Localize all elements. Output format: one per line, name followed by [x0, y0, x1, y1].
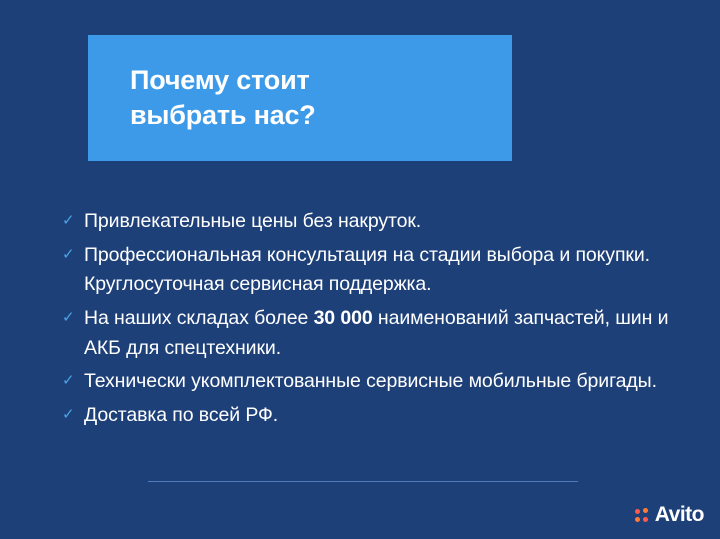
check-icon: ✓ [62, 245, 75, 263]
title-line-2: выбрать нас? [130, 100, 316, 130]
list-item-text: Привлекательные цены без накруток. [84, 210, 422, 232]
watermark [635, 503, 704, 527]
list-item-text: Технически укомплектованные сервисные мобильные бригады. [84, 370, 657, 393]
avito-logo-icon [635, 508, 650, 523]
check-icon: ✓ [62, 308, 75, 326]
check-icon: ✓ [62, 212, 75, 229]
list-item [62, 241, 672, 300]
list-item [62, 304, 672, 363]
divider [148, 481, 578, 482]
list-item [62, 367, 672, 397]
bullet-list [62, 207, 672, 434]
check-icon: ✓ [62, 372, 75, 390]
list-item [62, 401, 672, 431]
list-item-text: На наших складах более 30 000 наименований запчастей, шин и АКБ для спецтехники. [84, 306, 669, 359]
list-item-text: Доставка по всей РФ. [84, 403, 279, 426]
watermark-label: Avito [654, 503, 704, 526]
title-line-1: Почему стоит [130, 65, 310, 96]
list-item-text: Профессиональная консультация на стадии выбора и покупки. Круглосуточная сервисная поддержка. [84, 243, 650, 296]
list-item [62, 207, 672, 237]
check-icon: ✓ [62, 405, 75, 423]
title-box [88, 35, 512, 161]
